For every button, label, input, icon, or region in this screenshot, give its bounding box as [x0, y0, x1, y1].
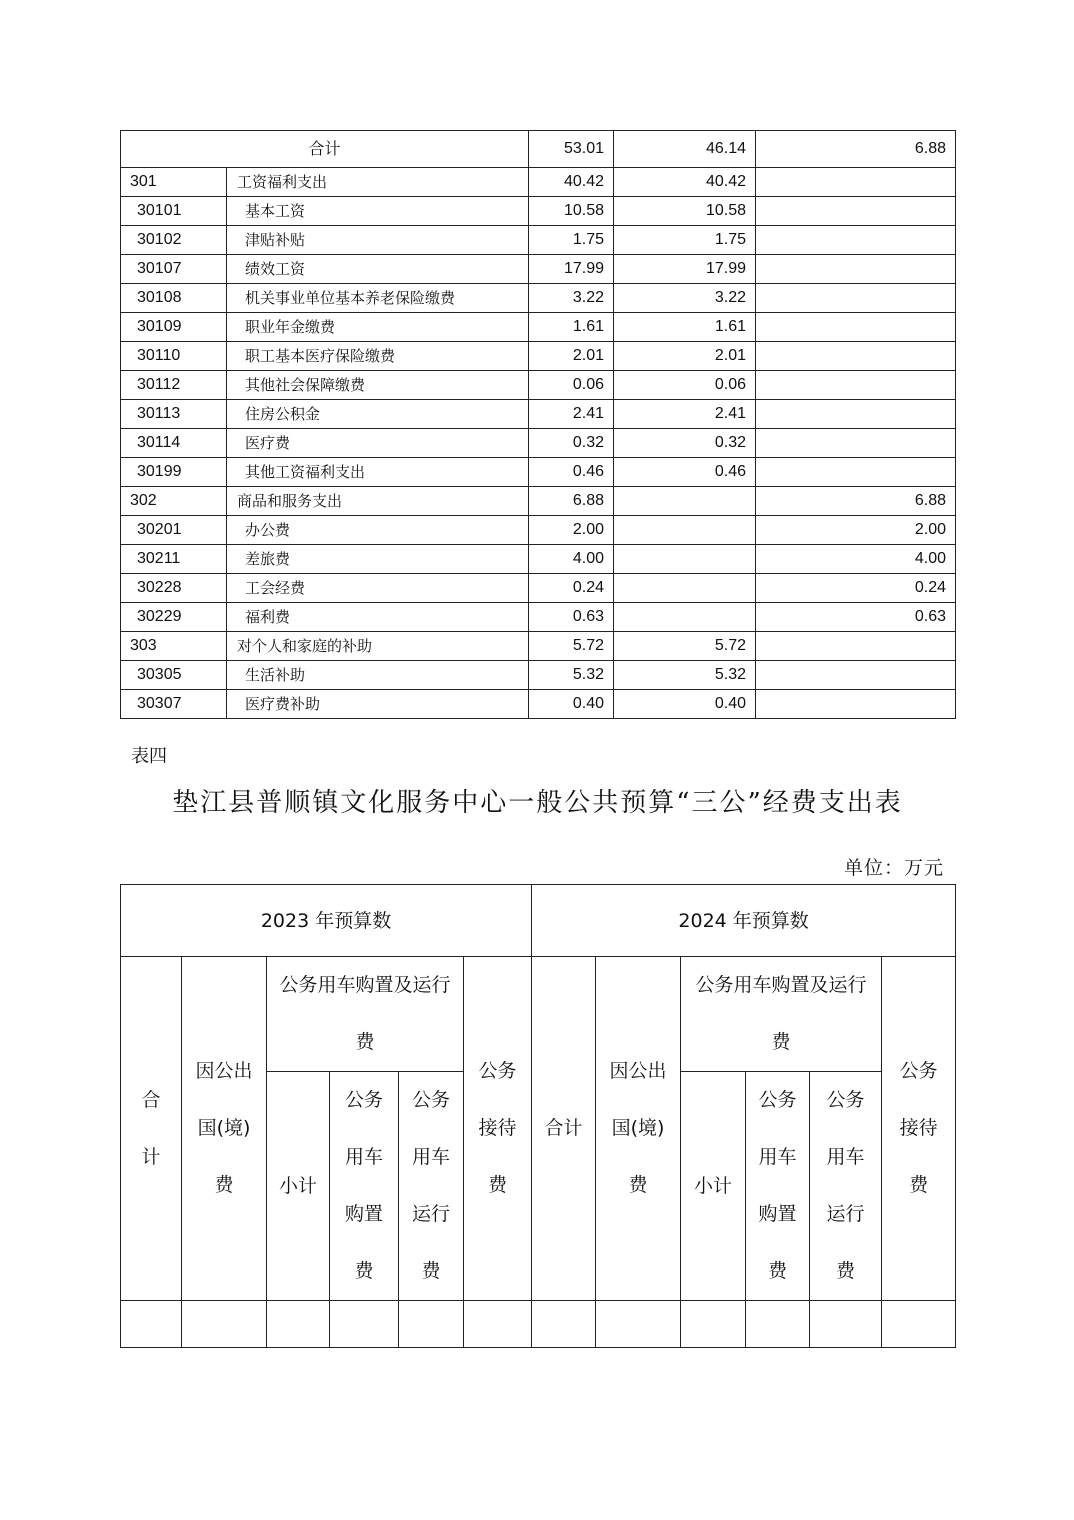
expense-value-2: 0.06 — [614, 371, 756, 400]
expense-value-3 — [756, 429, 956, 458]
header-total-2024: 合计 — [532, 957, 596, 1301]
expense-name: 其他社会保障缴费 — [227, 371, 529, 400]
expense-value-3 — [756, 313, 956, 342]
value-cell — [121, 1301, 182, 1348]
table-caption: 表四 — [131, 746, 167, 767]
expense-code: 30199 — [121, 458, 227, 487]
expense-value-1: 1.61 — [529, 313, 614, 342]
expense-value-1: 17.99 — [529, 255, 614, 284]
expense-row — [121, 342, 956, 371]
expense-code: 30114 — [121, 429, 227, 458]
expense-code: 30102 — [121, 226, 227, 255]
expense-value-3: 6.88 — [756, 487, 956, 516]
expense-value-2 — [614, 574, 756, 603]
expense-row — [121, 197, 956, 226]
expense-row — [121, 690, 956, 719]
expense-name: 商品和服务支出 — [227, 487, 529, 516]
expense-name: 工资福利支出 — [227, 168, 529, 197]
expense-value-1: 5.32 — [529, 661, 614, 690]
value-cell — [399, 1301, 464, 1348]
expense-row — [121, 458, 956, 487]
expense-value-3 — [756, 284, 956, 313]
expense-row — [121, 516, 956, 545]
value-cell — [746, 1301, 810, 1348]
expense-value-3 — [756, 458, 956, 487]
value-cell — [464, 1301, 532, 1348]
expense-name: 对个人和家庭的补助 — [227, 632, 529, 661]
expense-value-3 — [756, 400, 956, 429]
expense-row — [121, 255, 956, 284]
expense-code: 30112 — [121, 371, 227, 400]
expense-value-2: 5.72 — [614, 632, 756, 661]
expense-value-1: 0.46 — [529, 458, 614, 487]
expense-value-2 — [614, 545, 756, 574]
value-cell — [596, 1301, 681, 1348]
expense-value-3 — [756, 226, 956, 255]
total-row — [121, 131, 956, 168]
expense-code: 303 — [121, 632, 227, 661]
value-cell — [681, 1301, 746, 1348]
expense-value-2: 10.58 — [614, 197, 756, 226]
expense-value-3: 4.00 — [756, 545, 956, 574]
expense-row — [121, 545, 956, 574]
expense-code: 30305 — [121, 661, 227, 690]
header-reception-2023: 公务接待费 — [464, 957, 532, 1301]
expense-value-2: 17.99 — [614, 255, 756, 284]
header-car-group-2024: 公务用车购置及运行费 — [681, 957, 882, 1072]
expense-value-1: 6.88 — [529, 487, 614, 516]
expense-name: 职工基本医疗保险缴费 — [227, 342, 529, 371]
expense-value-1: 2.00 — [529, 516, 614, 545]
expense-value-2: 1.75 — [614, 226, 756, 255]
expense-name: 办公费 — [227, 516, 529, 545]
expense-value-1: 3.22 — [529, 284, 614, 313]
expense-code: 30107 — [121, 255, 227, 284]
expense-code: 30307 — [121, 690, 227, 719]
expense-name: 医疗费补助 — [227, 690, 529, 719]
expense-value-2: 0.46 — [614, 458, 756, 487]
expense-row — [121, 371, 956, 400]
expense-code: 30113 — [121, 400, 227, 429]
expense-value-3 — [756, 342, 956, 371]
value-cell — [267, 1301, 330, 1348]
expense-value-3 — [756, 197, 956, 226]
expense-row — [121, 313, 956, 342]
expense-value-2: 5.32 — [614, 661, 756, 690]
expense-value-2: 0.40 — [614, 690, 756, 719]
expense-value-3 — [756, 255, 956, 284]
expense-code: 302 — [121, 487, 227, 516]
header-abroad-2023: 因公出国(境)费 — [182, 957, 267, 1301]
expense-name: 医疗费 — [227, 429, 529, 458]
header-abroad-2024: 因公出国(境)费 — [596, 957, 681, 1301]
expense-name: 住房公积金 — [227, 400, 529, 429]
expense-value-1: 0.24 — [529, 574, 614, 603]
expense-name: 机关事业单位基本养老保险缴费 — [227, 284, 529, 313]
expense-value-1: 0.63 — [529, 603, 614, 632]
header-car-purchase-2023: 公务用车购置费 — [330, 1072, 399, 1301]
value-cell — [330, 1301, 399, 1348]
expense-value-2: 2.01 — [614, 342, 756, 371]
expense-table — [120, 130, 956, 719]
expense-row — [121, 400, 956, 429]
expense-row — [121, 574, 956, 603]
expense-value-2 — [614, 516, 756, 545]
expense-value-2 — [614, 487, 756, 516]
expense-name: 职业年金缴费 — [227, 313, 529, 342]
total-value-2: 46.14 — [614, 131, 756, 168]
expense-name: 其他工资福利支出 — [227, 458, 529, 487]
expense-value-3: 0.24 — [756, 574, 956, 603]
expense-code: 30201 — [121, 516, 227, 545]
header-car-operation-2024: 公务用车运行费 — [810, 1072, 882, 1301]
expense-value-1: 0.06 — [529, 371, 614, 400]
expense-row — [121, 168, 956, 197]
expense-code: 30109 — [121, 313, 227, 342]
expense-row — [121, 487, 956, 516]
header-car-group-2023: 公务用车购置及运行费 — [267, 957, 464, 1072]
expense-value-2 — [614, 603, 756, 632]
expense-name: 工会经费 — [227, 574, 529, 603]
expense-code: 30110 — [121, 342, 227, 371]
expense-row — [121, 226, 956, 255]
expense-code: 30229 — [121, 603, 227, 632]
expense-value-3: 2.00 — [756, 516, 956, 545]
expense-value-2: 3.22 — [614, 284, 756, 313]
expense-row — [121, 661, 956, 690]
expense-value-1: 4.00 — [529, 545, 614, 574]
values-row — [121, 1301, 956, 1348]
expense-code: 30101 — [121, 197, 227, 226]
expense-row — [121, 429, 956, 458]
header-car-operation-2023: 公务用车运行费 — [399, 1072, 464, 1301]
unit-label: 单位：万元 — [843, 857, 944, 879]
expense-value-2: 1.61 — [614, 313, 756, 342]
expense-value-2: 0.32 — [614, 429, 756, 458]
expense-value-3 — [756, 661, 956, 690]
expense-value-1: 2.01 — [529, 342, 614, 371]
header-total-2023: 合计 — [121, 957, 182, 1301]
expense-value-1: 2.41 — [529, 400, 614, 429]
value-cell — [882, 1301, 956, 1348]
header-2023: 2023 年预算数 — [121, 885, 532, 957]
expense-value-1: 1.75 — [529, 226, 614, 255]
three-public-table — [120, 884, 956, 1348]
expense-row — [121, 603, 956, 632]
expense-value-1: 10.58 — [529, 197, 614, 226]
expense-name: 差旅费 — [227, 545, 529, 574]
expense-value-3 — [756, 168, 956, 197]
expense-value-1: 0.40 — [529, 690, 614, 719]
expense-value-2: 40.42 — [614, 168, 756, 197]
total-value-1: 53.01 — [529, 131, 614, 168]
expense-code: 301 — [121, 168, 227, 197]
header-subtotal-2024: 小计 — [681, 1072, 746, 1301]
expense-name: 津贴补贴 — [227, 226, 529, 255]
header-subtotal-2023: 小计 — [267, 1072, 330, 1301]
total-label: 合计 — [121, 131, 529, 168]
header-2024: 2024 年预算数 — [532, 885, 956, 957]
expense-code: 30211 — [121, 545, 227, 574]
expense-row — [121, 284, 956, 313]
value-cell — [532, 1301, 596, 1348]
expense-value-3 — [756, 371, 956, 400]
expense-name: 福利费 — [227, 603, 529, 632]
total-value-3: 6.88 — [756, 131, 956, 168]
expense-name: 绩效工资 — [227, 255, 529, 284]
expense-value-3: 0.63 — [756, 603, 956, 632]
expense-name: 基本工资 — [227, 197, 529, 226]
expense-value-2: 2.41 — [614, 400, 756, 429]
expense-value-3 — [756, 632, 956, 661]
expense-value-1: 40.42 — [529, 168, 614, 197]
expense-code: 30228 — [121, 574, 227, 603]
expense-value-1: 0.32 — [529, 429, 614, 458]
header-reception-2024: 公务接待费 — [882, 957, 956, 1301]
expense-name: 生活补助 — [227, 661, 529, 690]
expense-value-1: 5.72 — [529, 632, 614, 661]
expense-code: 30108 — [121, 284, 227, 313]
page-title: 垫江县普顺镇文化服务中心一般公共预算“三公”经费支出表 — [172, 788, 903, 818]
expense-value-3 — [756, 690, 956, 719]
value-cell — [182, 1301, 267, 1348]
header-car-purchase-2024: 公务用车购置费 — [746, 1072, 810, 1301]
value-cell — [810, 1301, 882, 1348]
expense-row — [121, 632, 956, 661]
